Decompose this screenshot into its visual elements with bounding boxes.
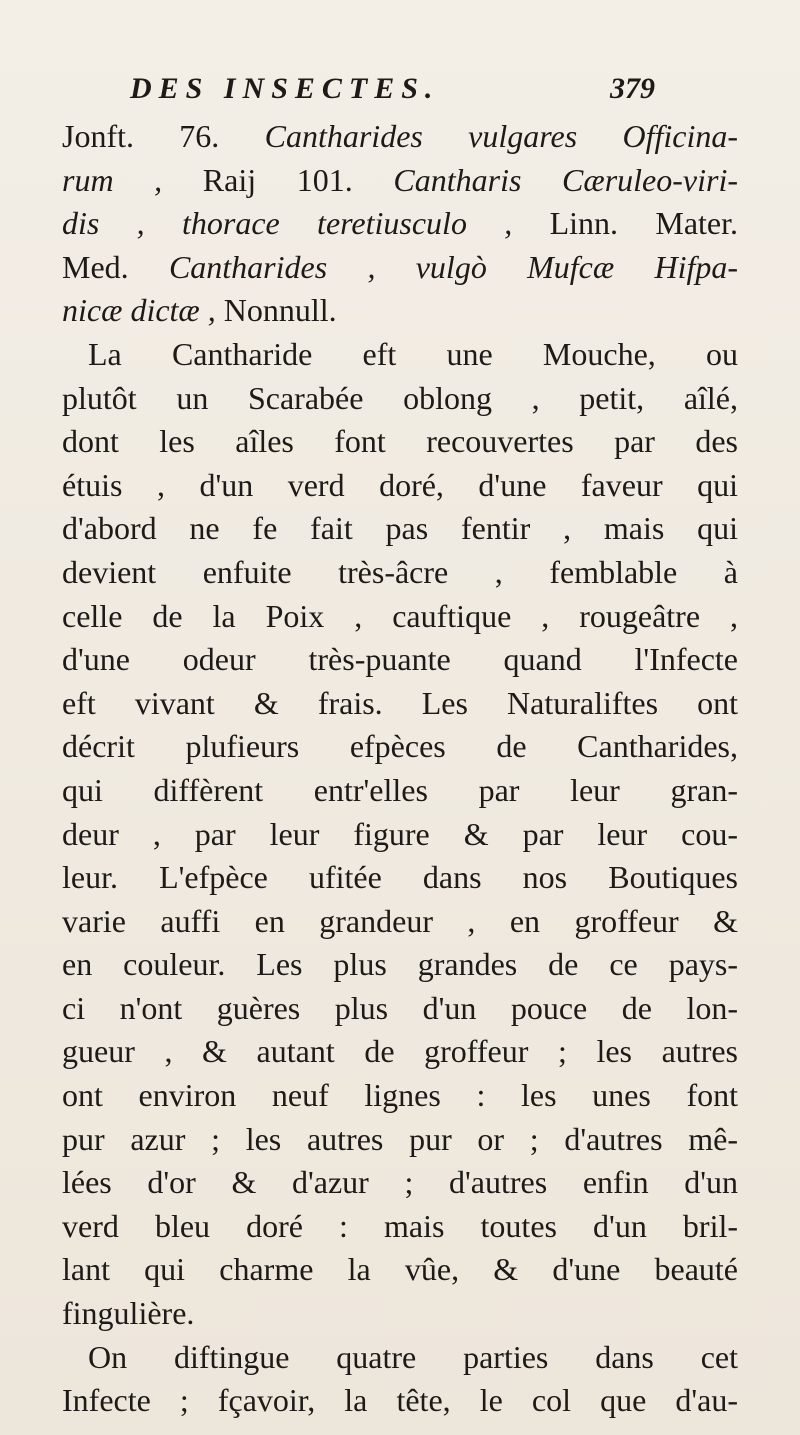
italic-text: Cantharides vulgares Officina- (264, 118, 738, 154)
text-line (62, 464, 738, 508)
body-text (62, 115, 738, 1423)
text-line (62, 1074, 738, 1118)
text-line (62, 551, 738, 595)
text-segment: varie auffi en grandeur , en groffeur & (62, 902, 738, 939)
text-segment: ont environ neuf lignes : les unes font (62, 1077, 738, 1114)
text-line (62, 1118, 738, 1162)
text-segment: Jonft. 76. (62, 118, 265, 154)
text-line (62, 900, 738, 944)
text-segment: étuis , d'un verd doré, d'une faveur qui (62, 466, 738, 503)
text-segment: Med. (62, 248, 169, 285)
text-segment: pur azur ; les autres pur or ; d'autres mê- (62, 1120, 738, 1157)
text-segment: celle de la Poix , cauftique , rougeâtre , (62, 597, 738, 634)
text-segment: ci n'ont guères plus d'un pouce de lon- (62, 989, 738, 1026)
text-segment: Infecte ; fçavoir, la tête, le col que d'au- (62, 1382, 738, 1419)
page-header (130, 66, 655, 110)
text-line (62, 507, 738, 551)
italic-text: nicæ dictæ , (62, 292, 216, 329)
page-number: 379 (610, 72, 655, 105)
text-line (62, 289, 738, 333)
text-line (62, 115, 738, 159)
text-line (62, 725, 738, 769)
text-line (62, 943, 738, 987)
text-segment: en couleur. Les plus grandes de ce pays- (62, 946, 738, 983)
text-segment: décrit plufieurs efpèces de Cantharides, (62, 728, 738, 765)
text-segment: gueur , & autant de groffeur ; les autres (62, 1033, 738, 1070)
text-segment: plutôt un Scarabée oblong , petit, aîlé, (62, 379, 738, 416)
italic-text: dis , thorace teretiusculo , (62, 205, 513, 242)
italic-text: rum , (62, 161, 163, 198)
text-segment: deur , par leur figure & par leur cou- (62, 815, 738, 852)
text-line (62, 246, 738, 290)
text-segment: d'abord ne fe fait pas fentir , mais qui (62, 510, 738, 547)
text-segment: dont les aîles font recouvertes par des (62, 423, 738, 460)
text-line (62, 1205, 738, 1249)
text-line (62, 420, 738, 464)
text-line (62, 682, 738, 726)
text-line (62, 813, 738, 857)
text-segment: devient enfuite très-âcre , femblable à (62, 553, 738, 590)
text-segment: Raij 101. (162, 161, 394, 198)
text-line (62, 1336, 738, 1380)
text-segment: eft vivant & frais. Les Naturaliftes ont (62, 684, 738, 721)
text-segment: La Cantharide eft une Mouche, ou (88, 335, 738, 372)
text-line (62, 333, 738, 377)
italic-text: Cantharis Cæruleo-viri- (393, 161, 738, 198)
text-line (62, 987, 738, 1031)
text-segment: lant qui charme la vûe, & d'une beauté (62, 1251, 738, 1288)
text-line (62, 769, 738, 813)
text-segment: qui diffèrent entr'elles par leur gran- (62, 771, 738, 808)
italic-text: Cantharides , vulgò Mufcæ Hifpa- (168, 248, 738, 285)
text-line (62, 638, 738, 682)
text-line (62, 159, 738, 203)
text-segment: lées d'or & d'azur ; d'autres enfin d'un (62, 1164, 738, 1201)
text-line (62, 1030, 738, 1074)
text-segment: Linn. Mater. (512, 205, 738, 242)
text-line (62, 1379, 738, 1423)
text-line (62, 856, 738, 900)
text-segment: verd bleu doré : mais toutes d'un bril- (62, 1207, 738, 1244)
text-segment: Nonnull. (215, 292, 337, 329)
text-line (62, 1161, 738, 1205)
text-line (62, 1292, 738, 1336)
text-line (62, 595, 738, 639)
text-line (62, 377, 738, 421)
text-segment: On diftingue quatre parties dans cet (88, 1338, 738, 1375)
text-line (62, 202, 738, 246)
running-title: DES INSECTES. (130, 72, 440, 105)
text-line (62, 1248, 738, 1292)
text-segment: d'une odeur très-puante quand l'Infecte (62, 641, 738, 678)
text-segment: fingulière. (62, 1295, 195, 1332)
text-segment: leur. L'efpèce ufitée dans nos Boutiques (62, 859, 738, 896)
